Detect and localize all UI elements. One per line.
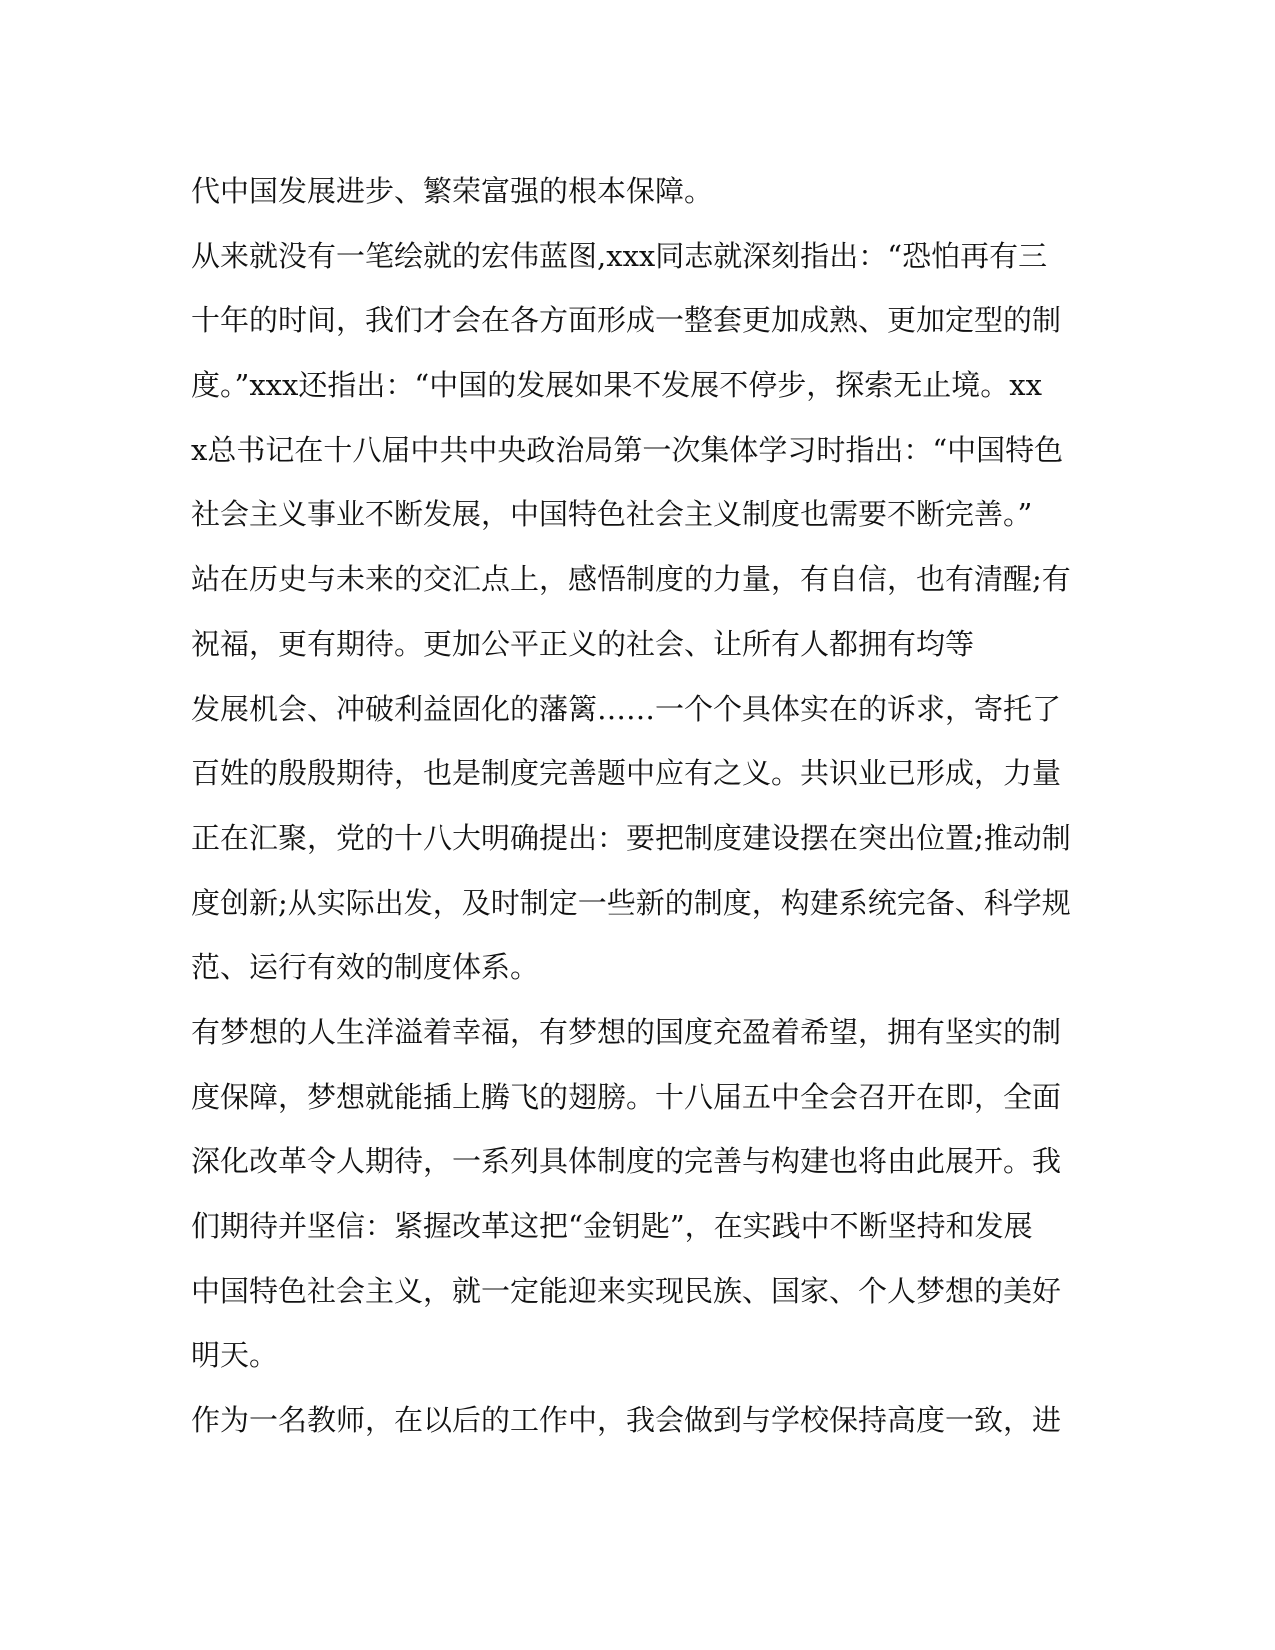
body-text: [191, 159, 1091, 1453]
text-line: 有梦想的人生洋溢着幸福，有梦想的国度充盈着希望，拥有坚实的制: [191, 1014, 1062, 1049]
text-line: 范、运行有效的制度体系。: [191, 950, 540, 985]
text-line: 社会主义事业不断发展，中国特色社会主义制度也需要不断完善。”: [191, 497, 1033, 532]
text-line: 代中国发展进步、繁荣富强的根本保障。: [191, 174, 714, 208]
text-line: 发展机会、冲破利益固化的藩篱……一个个具体实在的诉求，寄托了: [191, 691, 1062, 726]
text-line: 十年的时间，我们才会在各方面形成一整套更加成熟、更加定型的制: [191, 303, 1062, 338]
text-line: 百姓的殷殷期待，也是制度完善题中应有之义。共识业已形成，力量: [191, 756, 1062, 791]
text-line: 作为一名教师，在以后的工作中，我会做到与学校保持高度一致，进: [191, 1403, 1062, 1438]
text-line: 祝福，更有期待。更加公平正义的社会、让所有人都拥有均等: [191, 626, 975, 661]
text-line: 正在汇聚，党的十八大明确提出：要把制度建设摆在突出位置;推动制: [191, 820, 1071, 855]
text-line: 深化改革令人期待，一系列具体制度的完善与构建也将由此展开。我: [191, 1144, 1062, 1179]
text-line: 们期待并坚信：紧握改革这把“金钥匙”，在实践中不断坚持和发展: [191, 1209, 1033, 1243]
text-line: 明天。: [191, 1338, 279, 1373]
text-line: 从来就没有一笔绘就的宏伟蓝图,xxx同志就深刻指出：“恐怕再有三: [191, 238, 1048, 273]
text-line: 站在历史与未来的交汇点上，感悟制度的力量，有自信，也有清醒;有: [191, 562, 1071, 597]
text-line: x总书记在十八届中共中央政治局第一次集体学习时指出：“中国特色: [191, 432, 1064, 467]
text-line: 度创新;从实际出发，及时制定一些新的制度，构建系统完备、科学规: [191, 885, 1071, 920]
text-line: 度保障，梦想就能插上腾飞的翅膀。十八届五中全会召开在即，全面: [191, 1079, 1062, 1114]
text-line: 中国特色社会主义，就一定能迎来实现民族、国家、个人梦想的美好: [191, 1273, 1062, 1308]
text-line: 度。”xxx还指出：“中国的发展如果不发展不停步，探索无止境。xx: [191, 368, 1042, 403]
